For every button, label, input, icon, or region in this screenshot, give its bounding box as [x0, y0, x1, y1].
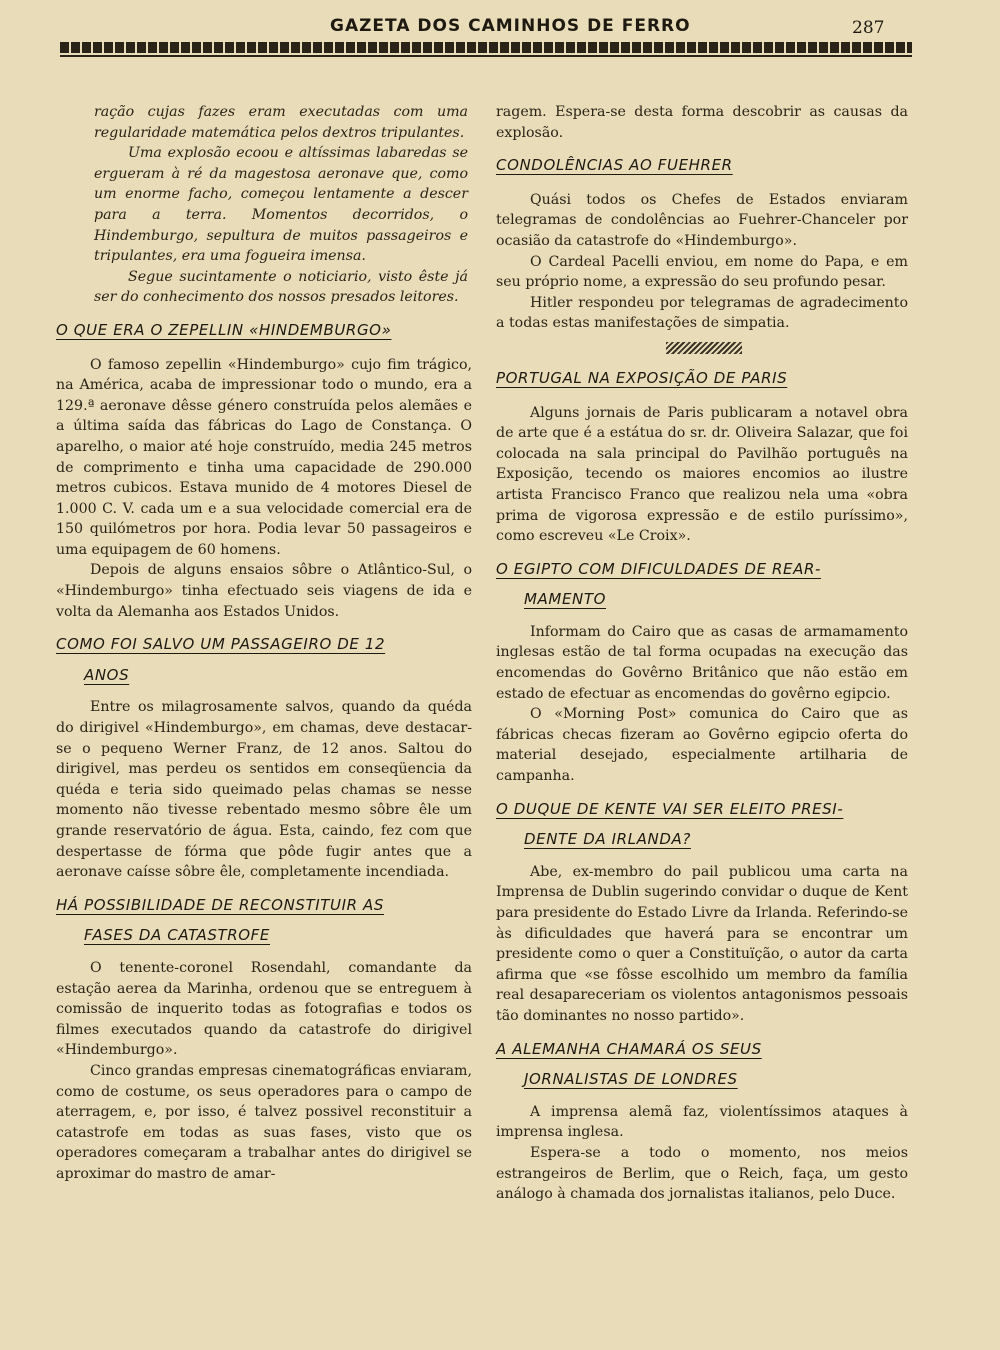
- section-heading-condolencias: CONDOLÊNCIAS AO FUEHRER: [496, 156, 733, 175]
- paragraph: O «Morning Post» comunica do Cairo que as fábricas checas fizeram ao Govêrno egipcio oferta do material desejado, especialmente artilharia de campanha.: [496, 706, 908, 785]
- section-heading-egipto-line2: MAMENTO: [524, 590, 607, 609]
- section-heading-zepellin: O QUE ERA O ZEPELLIN «HINDEMBURGO»: [56, 320, 392, 339]
- header-rule-line: [60, 55, 912, 57]
- section-heading-duque-line2: DENTE DA IRLANDA?: [524, 830, 691, 849]
- paragraph: A imprensa alemã faz, violentíssimos ataques à imprensa inglesa.: [496, 1103, 908, 1141]
- intro-block: [56, 102, 472, 308]
- section-heading-alemanha-line2: JORNALISTAS DE LONDRES: [524, 1070, 738, 1089]
- section-heading-portugal: PORTUGAL NA EXPOSIÇÃO DE PARIS: [496, 368, 788, 387]
- paragraph: Informam do Cairo que as casas de armamamento inglesas estão de tal forma ocupadas na execução das encomendas do Govêrno Britânico que não estão em estado de efectuar as encomendas do govêrno egipcio.: [496, 623, 908, 702]
- paragraph: Abe, ex-membro do pail publicou uma carta na Imprensa de Dublin sugerindo convidar o duque de Kent para presidente do Estado Livre da Irlanda. Referindo-se às dificuldades que haverá para se encontrar um presidente como o quer a Constituïção, o autor da carta afirma que «se fôsse escolhido um membro da família real desapareceriam os violentos antagonismos pessoais tão dominantes no nosso partido».: [496, 863, 908, 1024]
- page-number: 287: [852, 18, 885, 38]
- right-column: [496, 102, 908, 1205]
- paragraph: Cinco grandas empresas cinematográficas enviaram, como de costume, os seus operadores para o campo de aterragem, e, por isso, é talvez possivel reconstituir a catastrofe em todas as suas fases, visto que os operadores começaram a trabalhar antes do dirigivel se aproximar do mastro de amar-: [56, 1062, 472, 1182]
- paragraph: Hitler respondeu por telegramas de agradecimento a todas estas manifestações de simpatia.: [496, 294, 908, 332]
- paragraph: O Cardeal Pacelli enviou, em nome do Papa, e em seu próprio nome, a expressão do seu profundo pesar.: [496, 253, 908, 291]
- intro-paragraph: Uma explosão ecoou e altíssimas labaredas se ergueram à ré da magestosa aeronave que, como um enorme facho, começou lentamente a descer para a terra. Momentos decorridos, o Hindemburgo, sepultura de muitos passageiros e tripulantes, era uma fogueira imensa.: [94, 145, 468, 265]
- paragraph: ragem. Espera-se desta forma descobrir as causas da explosão.: [496, 104, 908, 141]
- section-heading-passageiro-line2: ANOS: [84, 665, 130, 684]
- section-heading-duque: O DUQUE DE KENTE VAI SER ELEITO PRESI-: [496, 799, 844, 818]
- intro-paragraph: ração cujas fazes eram executadas com uma regularidade matemática pelos dextros tripulantes.: [94, 104, 468, 141]
- section-heading-passageiro: COMO FOI SALVO UM PASSAGEIRO DE 12: [56, 635, 386, 654]
- paragraph: Quási todos os Chefes de Estados enviaram telegramas de condolências ao Fuehrer-Chanceler por ocasião da catastrofe do «Hindemburgo».: [496, 191, 908, 249]
- section-divider: [666, 342, 742, 354]
- paragraph: Entre os milagrosamente salvos, quando da quéda do dirigivel «Hindemburgo», em chamas, deve destacar-se o pequeno Werner Franz, de 12 anos. Saltou do dirigivel, mas perdeu os sentidos em conseqüencia da quéda e teria sido queimado pelas chamas se nesse momento não tivesse rebentado mesmo sôbre êle um grande reservatório de água. Esta, caindo, fez com que despertasse de fórma que pôde fugir antes que a aeronave caísse sôbre êle, completamente incendiada.: [56, 699, 472, 881]
- section-heading-catastrofe: HÁ POSSIBILIDADE DE RECONSTITUIR AS: [56, 895, 385, 914]
- intro-paragraph: Segue sucintamente o noticiario, visto êste já ser do conhecimento dos nossos presados leitores.: [94, 268, 468, 306]
- paragraph: Alguns jornais de Paris publicaram a notavel obra de arte que é a estátua do sr. dr. Oliveira Salazar, que foi colocada na sala principal do Pavilhão português na Exposição, tecendo os maiores encomios ao ilustre artista Francisco Franco que realizou nela uma «obra prima de vigorosa expressão e de estilo puríssimo», como escreveu «Le Croix».: [496, 404, 908, 545]
- paragraph: Depois de alguns ensaios sôbre o Atlântico-Sul, o «Hindemburgo» tinha efectuado seis viagens de ida e volta da Alemanha aos Estados Unidos.: [56, 562, 472, 620]
- paragraph: Espera-se a todo o momento, nos meios estrangeiros de Berlim, que o Reich, faça, um gesto análogo à chamada dos jornalistas italianos, pelo Duce.: [496, 1144, 908, 1203]
- section-heading-catastrofe-line2: FASES DA CATASTROFE: [84, 926, 270, 945]
- masthead-title: GAZETA DOS CAMINHOS DE FERRO: [330, 16, 691, 36]
- paragraph: O famoso zepellin «Hindemburgo» cujo fim trágico, na América, acaba de impressionar todo o mundo, era a 129.ª aeronave dêsse género construída pelos alemães e a última saída das fábricas do Lago de Constança. O aparelho, o maior até hoje construído, media 245 metros de comprimento e tinha uma capacidade de 290.000 metros cubicos. Estava munido de 4 motores Diesel de 1.000 C. V. cada um e a sua velocidade comercial era de 150 quilómetros por hora. Podia levar 50 passageiros e uma equipagem de 60 homens.: [56, 356, 472, 558]
- section-heading-alemanha: A ALEMANHA CHAMARÁ OS SEUS: [496, 1039, 762, 1058]
- header-rule: [60, 42, 912, 53]
- section-heading-egipto: O EGIPTO COM DIFICULDADES DE REAR-: [496, 559, 822, 578]
- left-column: [56, 102, 472, 1185]
- paragraph: O tenente-coronel Rosendahl, comandante da estação aerea da Marinha, ordenou que se entreguem à comissão de inquerito todas as fotografias e todos os filmes executados quando da catastrofe do dirigivel «Hindemburgo».: [56, 959, 472, 1059]
